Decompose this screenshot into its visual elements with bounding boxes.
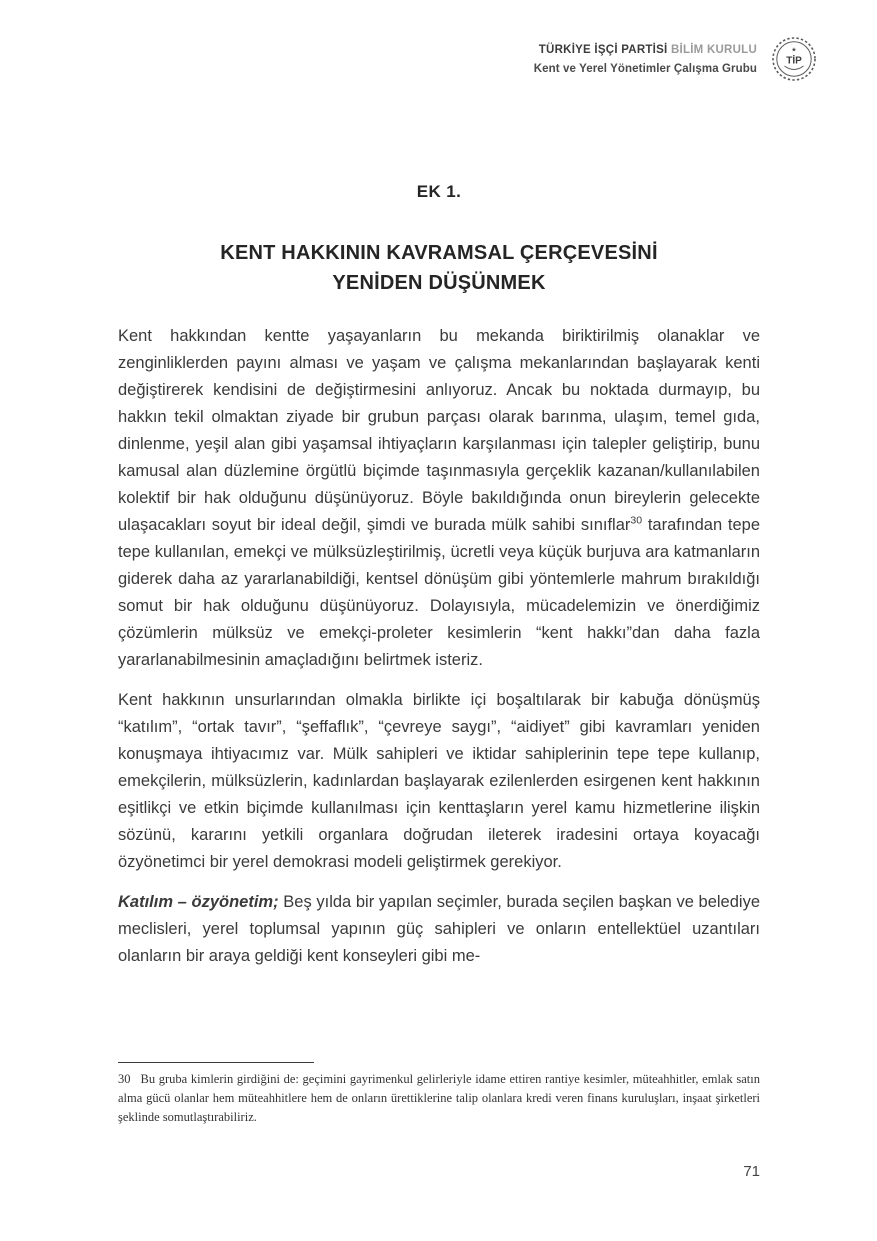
paragraph-1 bbox=[118, 323, 760, 674]
page-number: 71 bbox=[743, 1163, 760, 1180]
footnote-divider bbox=[118, 1062, 314, 1063]
svg-text:★: ★ bbox=[791, 47, 797, 54]
paragraph-3-lead: Katılım – özyönetim; bbox=[118, 893, 279, 911]
paragraph-1-text-a: Kent hakkından kentte yaşayanların bu mekanda biriktirilmiş olanaklar ve zenginliklerden payını alması ve yaşam ve çalışma mekanlarından başlayarak kenti değiştirerek kendisini de değiştirmesini anlıyoruz. Ancak bu noktada durmayıp, bu hakkın tekil olmaktan ziyade bir grubun parçası olarak barınma, ulaşım, temel gıda, dinlenme, yeşil alan gibi yaşamsal ihtiyaçların karşılanması için talepler geliştirip, bunu kamusal alan düzlemine örgütlü biçimde taşınmasıyla gerçeklik kazanan/kullanılabilen kolektif bir hak olduğunu düşünüyoruz. Böyle bakıldığında onun bireylerin gelecekte ulaşacakları soyut bir ideal değil, şimdi ve burada mülk sahibi sınıflar bbox=[118, 327, 760, 534]
org-name-secondary: BİLİM KURULU bbox=[670, 43, 757, 56]
tip-logo-icon bbox=[771, 36, 817, 82]
tip-logo bbox=[771, 36, 817, 82]
footnote-ref-30: 30 bbox=[630, 514, 643, 527]
footnote-number: 30 bbox=[118, 1072, 131, 1086]
tip-logo-text: TİP bbox=[786, 55, 802, 67]
footnote-30 bbox=[118, 1070, 760, 1127]
main-content bbox=[118, 0, 760, 983]
body-text bbox=[118, 323, 760, 970]
footnote-text: Bu gruba kimlerin girdiğini de: geçimini gayrimenkul gelirleriyle idame ettiren rantiye kesimler, müteahhitler, emlak satın alma gücü olanlar hem müteahhitlere hem de onların ürettiklerine talip olanlara kredi veren finans kuruluşları, inşaat şirketleri şeklinde somutlaştırabiliriz. bbox=[118, 1072, 760, 1124]
appendix-title: EK 1. bbox=[416, 182, 462, 201]
page-title bbox=[118, 238, 760, 298]
paragraph-3-text: Beş yılda bir yapılan seçimler, burada seçilen başkan ve belediye meclisleri, yerel toplumsal yapının güç sahipleri ve onların entellektüel uzantıları olanların bir araya geldiği kent konseyleri gibi me- bbox=[118, 893, 760, 965]
paragraph-3 bbox=[118, 889, 760, 970]
footnote-block bbox=[118, 1062, 760, 1127]
org-name-primary: TÜRKİYE İŞÇİ PARTİSİ bbox=[538, 43, 668, 56]
page-title-line1: KENT HAKKININ KAVRAMSAL ÇERÇEVESİNİ bbox=[220, 242, 658, 264]
page-title-line2: YENİDEN DÜŞÜNMEK bbox=[332, 272, 546, 294]
paragraph-2: Kent hakkının unsurlarından olmakla birlikte içi boşaltılarak bir kabuğa dönüşmüş “katılım”, “ortak tavır”, “şeffaflık”, “çevreye saygı”, “aidiyet” gibi kavramları yeniden konuşmaya ihtiyacımız var. Mülk sahipleri ve iktidar sahiplerinin tepe tepe kullanıp, emekçilerin, mülksüzlerin, kadınlardan başlayarak ezilenlerden esirgenen kent hakkının eşitlikçi ve etkin biçimde kullanılması için kenttaşların yerel kamu hizmetlerine ilişkin sözünü, kararını yetkili organlara doğrudan ileterek iradesini ortaya koyacağı özyönetimci bir yerel demokrasi modeli geliştirmek gerekiyor. bbox=[118, 691, 760, 871]
working-group-subtitle: Kent ve Yerel Yönetimler Çalışma Grubu bbox=[533, 62, 757, 75]
paragraph-1-text-b: tarafından tepe tepe kullanılan, emekçi ve mülksüzleştirilmiş, ücretli veya küçük burjuva ara katmanların giderek daha az yararlanabildiği, kentsel dönüşüm gibi yöntemlerle mahrum bırakıldığı somut bir hak olduğunu düşünüyoruz. Dolayısıyla, mücadelemizin ve önerdiğimiz çözümlerin mülksüz ve emekçi-proleter kesimlerin “kent hakkı”dan daha fazla yararlanabilmesinin amaçladığını belirtmek isteriz. bbox=[118, 516, 760, 669]
